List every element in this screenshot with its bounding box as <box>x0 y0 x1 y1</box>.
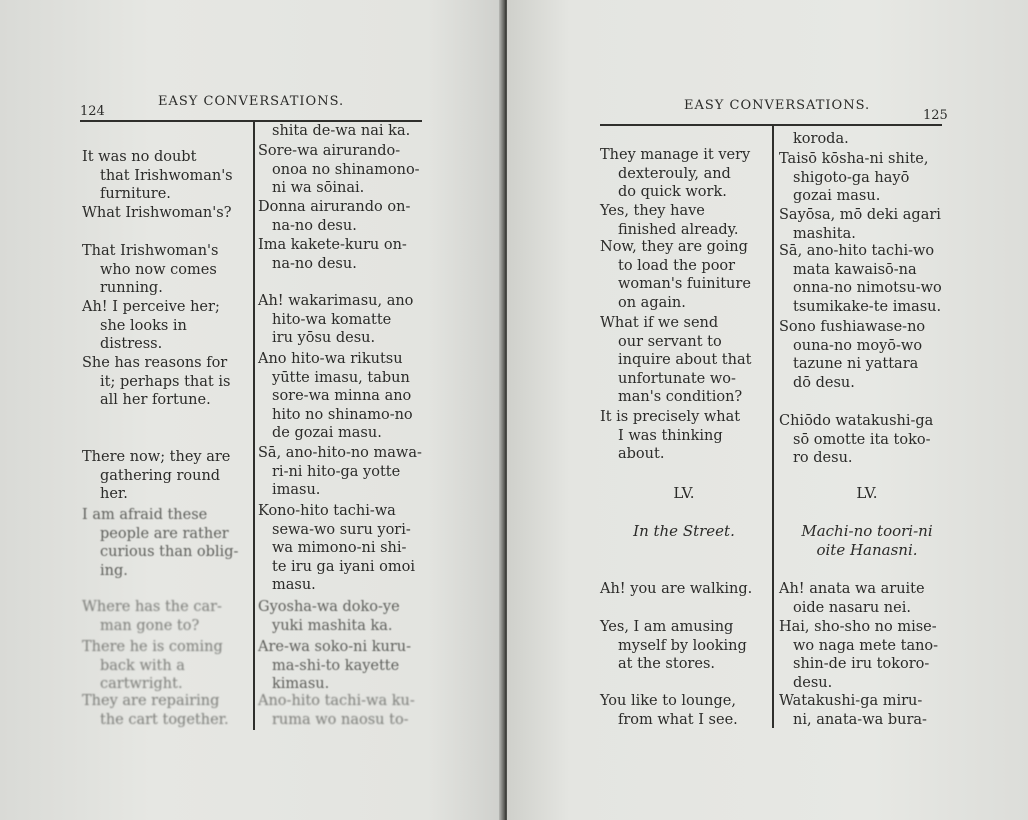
text-line: Sā, ano-hito-no mawa- <box>258 445 422 461</box>
japanese-entry <box>779 318 925 392</box>
text-line: ri-ni hito-ga yotte <box>272 463 401 480</box>
running-head-right: EASY CONVERSATIONS. <box>684 98 871 113</box>
left-page <box>0 0 503 820</box>
text-line: There now; they are <box>82 449 231 465</box>
text-line: ro desu. <box>793 450 853 467</box>
text-line: na-no desu. <box>272 255 357 272</box>
section-number-japanese: LV. <box>856 484 878 502</box>
english-entry <box>600 408 740 464</box>
text-line: who now comes <box>100 261 217 278</box>
japanese-entry <box>779 150 928 206</box>
japanese-entry <box>258 122 410 141</box>
english-entry <box>82 448 230 504</box>
text-line: They are repairing <box>82 693 220 709</box>
english-entry <box>82 354 230 410</box>
text-line: She has reasons for <box>82 355 228 371</box>
text-line: to load the poor <box>618 257 736 274</box>
text-line: distress. <box>100 336 163 353</box>
section-title-english: In the Street. <box>633 522 735 540</box>
text-line: Sayōsa, mō deki agari <box>779 207 941 223</box>
text-line: I was thinking <box>618 427 723 444</box>
japanese-entry <box>779 242 942 316</box>
text-line: our servant to <box>618 333 722 350</box>
text-line: It was no doubt <box>82 149 197 165</box>
japanese-entry <box>258 236 407 273</box>
text-line: onoa no shinamono- <box>272 161 420 178</box>
text-line: ouna-no moyō-wo <box>793 337 923 354</box>
text-line: yūtte imasu, tabun <box>272 369 410 386</box>
text-line: tsumikake-te imasu. <box>793 298 942 315</box>
text-line: wa mimono-ni shi- <box>272 540 407 557</box>
text-line: Yes, I am amusing <box>600 619 734 635</box>
text-line: ruma wo naosu to- <box>272 711 409 728</box>
text-line: onna-no nimotsu-wo <box>793 280 942 297</box>
text-line: unfortunate wo- <box>618 370 736 387</box>
english-entry <box>600 146 750 202</box>
text-line: finished already. <box>618 221 739 238</box>
text-line: curious than oblig- <box>100 544 239 561</box>
text-line: at the stores. <box>618 656 715 673</box>
text-line: What if we send <box>600 315 719 331</box>
english-entry <box>82 506 238 580</box>
text-line: the cart together. <box>100 711 229 728</box>
text-line: What Irishwoman's? <box>82 205 232 221</box>
text-line: Chiōdo watakushi-ga <box>779 413 934 429</box>
text-line: on again. <box>618 294 686 311</box>
japanese-entry <box>779 580 925 617</box>
english-entry <box>82 148 233 204</box>
text-line: back with a <box>100 657 185 674</box>
english-entry <box>600 314 751 407</box>
page-number-left: 124 <box>80 104 105 119</box>
text-line: de gozai masu. <box>272 425 382 442</box>
text-line: You like to lounge, <box>600 693 736 709</box>
text-line: gozai masu. <box>793 188 881 205</box>
text-line: kimasu. <box>272 676 330 693</box>
text-line: about. <box>618 446 665 463</box>
text-line: man's condition? <box>618 389 743 406</box>
text-line: Sore-wa airurando- <box>258 143 401 159</box>
text-line: hito no shinamo-no <box>272 406 413 423</box>
text-line: There he is coming <box>82 639 223 655</box>
japanese-entry <box>779 692 927 729</box>
text-line: Gyosha-wa doko-ye <box>258 599 400 615</box>
text-line: ma-shi-to kayette <box>272 657 400 674</box>
text-line: iru yōsu desu. <box>272 330 376 347</box>
japanese-entry <box>779 130 849 149</box>
text-line: Taisō kōsha-ni shite, <box>779 151 929 167</box>
text-line: Ano hito-wa rikutsu <box>258 351 403 367</box>
japanese-entry <box>779 206 941 243</box>
text-line: inquire about that <box>618 352 752 369</box>
text-line: te iru ga iyani omoi <box>272 558 415 575</box>
text-line: Yes, they have <box>600 203 705 219</box>
text-line: shin-de iru tokoro- <box>793 656 930 673</box>
text-line: it; perhaps that is <box>100 373 231 390</box>
text-line: gathering round <box>100 467 221 484</box>
text-line: I am afraid these <box>82 507 208 523</box>
text-line: They manage it very <box>600 147 751 163</box>
text-line: man gone to? <box>100 617 200 634</box>
text-line: Sā, ano-hito tachi-wo <box>779 243 935 259</box>
japanese-entry <box>258 292 413 348</box>
japanese-entry <box>258 502 415 595</box>
text-line: ni, anata-wa bura- <box>793 711 927 728</box>
text-line: Watakushi-ga miru- <box>779 693 923 709</box>
japanese-entry <box>258 638 411 694</box>
japanese-entry <box>779 618 938 692</box>
text-line: Ano-hito tachi-wa ku- <box>258 693 415 709</box>
text-line: Now, they are going <box>600 239 748 255</box>
text-line: sewa-wo suru yori- <box>272 521 411 538</box>
text-line: do quick work. <box>618 184 727 201</box>
text-line: woman's fuiniture <box>618 276 751 293</box>
text-line: yuki mashita ka. <box>272 617 393 634</box>
running-head-left: EASY CONVERSATIONS. <box>158 94 345 109</box>
text-line: koroda. <box>793 131 849 147</box>
text-line: all her fortune. <box>100 392 211 409</box>
text-line: That Irishwoman's <box>82 243 219 259</box>
japanese-entry <box>258 142 420 198</box>
section-title-japanese: Machi-no toori-ni oite Hanasni. <box>801 522 933 559</box>
text-line: Donna airurando on- <box>258 199 411 215</box>
text-line: wo naga mete tano- <box>793 637 939 654</box>
english-entry <box>82 692 229 729</box>
text-line: Sono fushiawase-no <box>779 319 926 335</box>
text-line: furniture. <box>100 186 171 203</box>
section-number-english: LV. <box>673 484 695 502</box>
text-line: dō desu. <box>793 374 855 391</box>
text-line: Ah! wakarimasu, ano <box>258 293 414 309</box>
column-divider-right <box>772 124 774 728</box>
text-line: she looks in <box>100 317 187 334</box>
text-line: Ah! you are walking. <box>600 581 753 597</box>
text-line: Hai, sho-sho no mise- <box>779 619 937 635</box>
right-page <box>507 0 1028 820</box>
english-entry <box>82 242 218 298</box>
english-entry <box>600 238 751 312</box>
text-line: Ah! I perceive her; <box>82 299 220 315</box>
text-line: people are rather <box>100 525 229 542</box>
text-line: ni wa sōinai. <box>272 180 365 197</box>
text-line: shigoto-ga hayō <box>793 169 910 186</box>
text-line: imasu. <box>272 482 321 499</box>
english-entry <box>82 638 223 694</box>
text-line: sore-wa minna ano <box>272 388 412 405</box>
text-line: mashita. <box>793 225 856 242</box>
column-divider-left <box>253 120 255 730</box>
text-line: masu. <box>272 577 316 594</box>
text-line: Ima kakete-kuru on- <box>258 237 407 253</box>
english-entry <box>600 618 747 674</box>
text-line: ing. <box>100 562 128 579</box>
text-line: na-no desu. <box>272 217 357 234</box>
english-entry <box>600 692 738 729</box>
japanese-entry <box>258 198 410 235</box>
japanese-entry <box>779 412 933 468</box>
english-entry <box>82 298 220 354</box>
text-line: mata kawaisō-na <box>793 261 917 278</box>
text-line: desu. <box>793 674 833 691</box>
english-entry <box>600 202 739 239</box>
text-line: Kono-hito tachi-wa <box>258 503 396 519</box>
text-line: running. <box>100 280 163 297</box>
text-line: oide nasaru nei. <box>793 599 911 616</box>
japanese-entry <box>258 350 413 443</box>
japanese-entry <box>258 692 415 729</box>
english-entry <box>600 580 752 599</box>
text-line: shita de-wa nai ka. <box>272 123 411 139</box>
text-line: cartwright. <box>100 676 183 693</box>
page-number-right: 125 <box>923 108 948 123</box>
text-line: Ah! anata wa aruite <box>779 581 925 597</box>
english-entry <box>82 598 222 635</box>
text-line: Where has the car- <box>82 599 222 615</box>
text-line: from what I see. <box>618 711 738 728</box>
japanese-entry <box>258 444 422 500</box>
text-line: myself by looking <box>618 637 747 654</box>
english-entry <box>82 204 231 223</box>
japanese-entry <box>258 598 400 635</box>
header-rule-right <box>600 124 942 126</box>
text-line: sō omotte ita toko- <box>793 431 931 448</box>
text-line: that Irishwoman's <box>100 167 233 184</box>
text-line: hito-wa komatte <box>272 311 392 328</box>
text-line: tazune ni yattara <box>793 356 919 373</box>
text-line: It is precisely what <box>600 409 741 425</box>
text-line: her. <box>100 486 128 503</box>
text-line: Are-wa soko-ni kuru- <box>258 639 412 655</box>
text-line: dexterouly, and <box>618 165 731 182</box>
